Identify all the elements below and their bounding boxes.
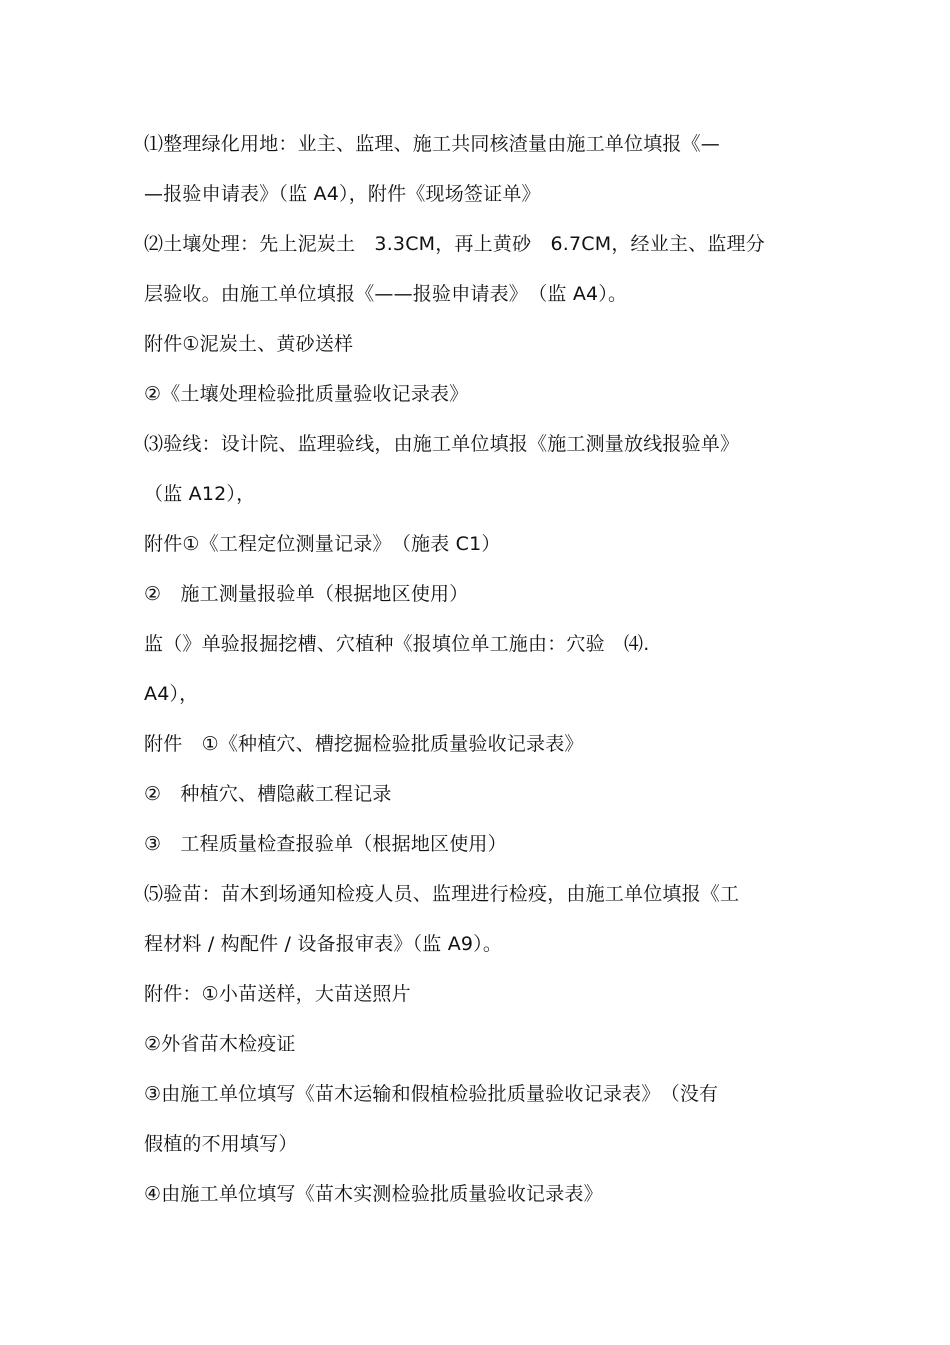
text-line: 程材料 / 构配件 / 设备报审表》（监 A9）。 (144, 933, 503, 955)
text-line: ② 施工测量报验单（根据地区使用） (144, 583, 469, 605)
text-line: ③由施工单位填写《苗木运输和假植检验批质量验收记录表》 （没有 (144, 1083, 719, 1105)
text-line: ② 种植穴、槽隐蔽工程记录 (144, 783, 392, 805)
text-line: —报验申请表》（监 A4），附件《现场签证单》 (144, 183, 541, 205)
text-line: ⑴整理绿化用地：业主、监理、施工共同核渣量由施工单位填报《— (144, 133, 721, 155)
text-line: 监（》单验报掘挖槽、穴植种《报填位单工施由：穴验 ⑷. (144, 633, 650, 655)
document-body (144, 126, 824, 1226)
text-line: ②《土壤处理检验批质量验收记录表》 (144, 383, 469, 405)
text-line: ④由施工单位填写《苗木实测检验批质量验收记录表》 (144, 1183, 603, 1205)
text-line: A4）， (144, 683, 199, 705)
text-line: （监 A12）， (144, 483, 256, 505)
text-line: 附件①泥炭土、黄砂送样 (144, 333, 354, 355)
text-line: 附件：①小苗送样，大苗送照片 (144, 983, 411, 1005)
text-line: ③ 工程质量检查报验单（根据地区使用） (144, 833, 507, 855)
text-line: 附件 ①《种植穴、槽挖掘检验批质量验收记录表》 (144, 733, 584, 755)
text-line: 假植的不用填写） (144, 1133, 298, 1155)
text-line: ⑶验线：设计院、监理验线，由施工单位填报《施工测量放线报验单》 (144, 433, 740, 455)
text-line: 附件①《工程定位测量记录》 （施表 C1） (144, 533, 501, 555)
text-line: ⑸验苗：苗木到场通知检疫人员、监理进行检疫，由施工单位填报《工 (144, 883, 740, 905)
text-line: ⑵土壤处理：先上泥炭土 3.3CM，再上黄砂 6.7CM，经业主、监理分 (144, 233, 765, 255)
text-line: 层验收。由施工单位填报《——报验申请表》 （监 A4）。 (144, 283, 628, 305)
text-line: ②外省苗木检疫证 (144, 1033, 296, 1055)
